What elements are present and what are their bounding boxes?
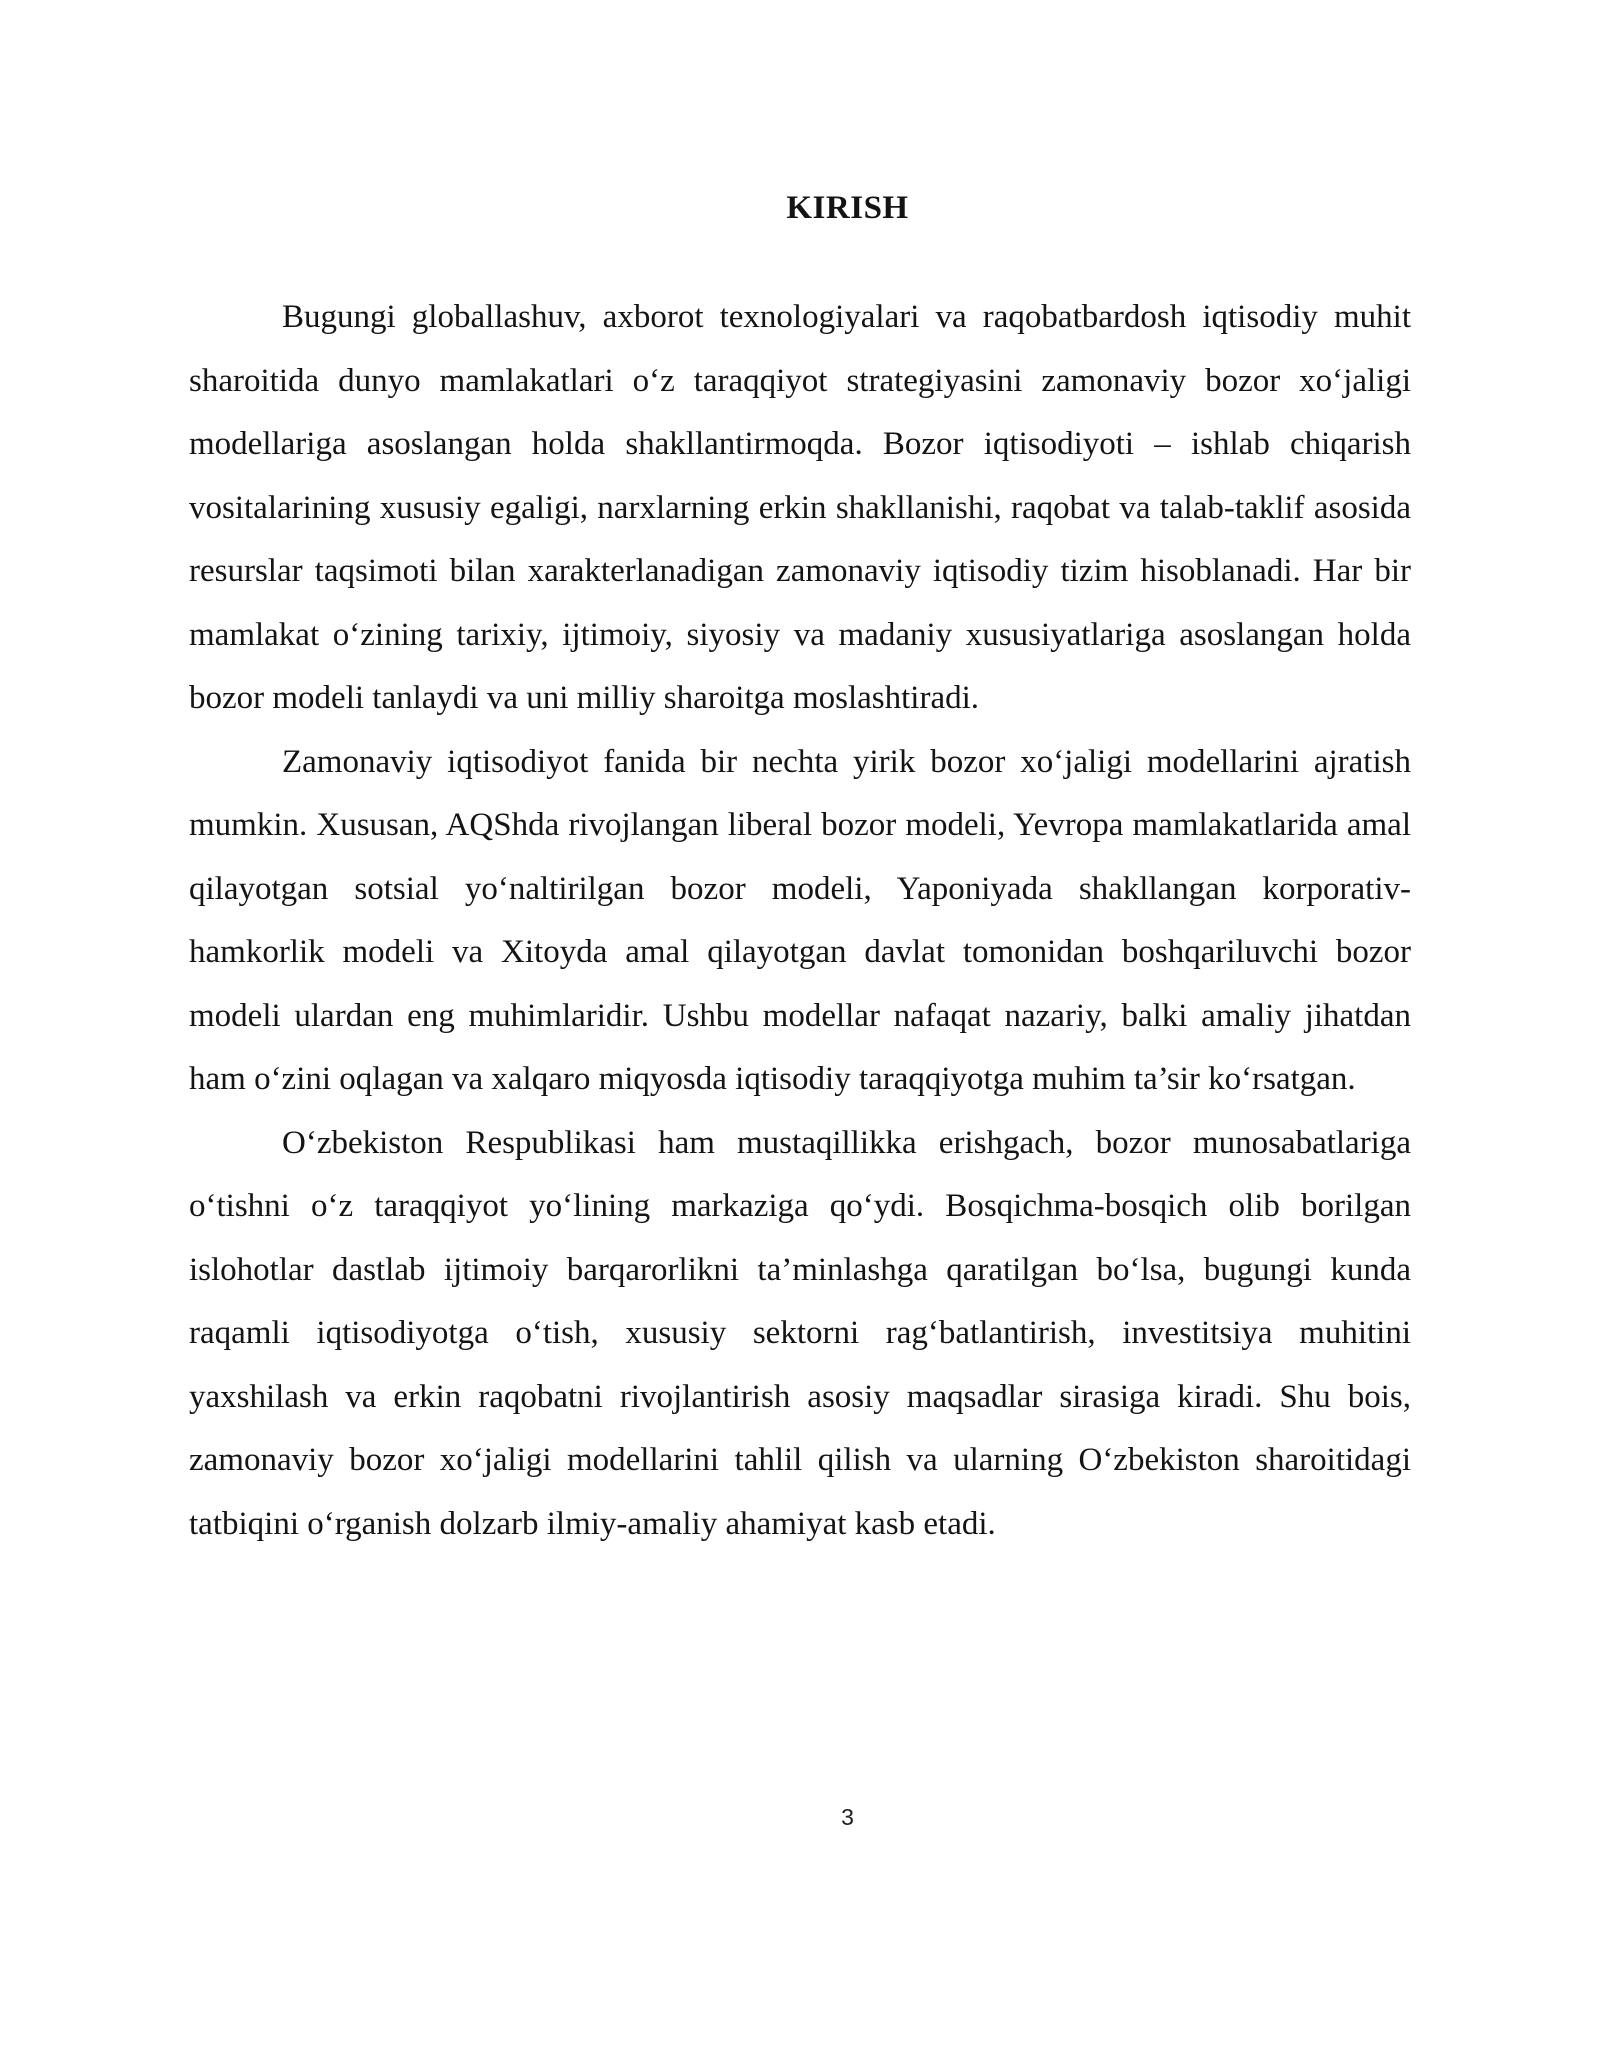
page-number: 3: [841, 1804, 854, 1830]
paragraph-3: O‘zbekiston Respublikasi ham mustaqillikka erishgach, bozor munosabatlariga o‘tishni o‘z taraqqiyot yo‘lining markaziga qo‘ydi. Bosqichma-bosqich olib borilgan islohotlar dastlab ijtimoiy barqarorlikni ta’minlashga qaratilgan bo‘lsa, bugungi kunda raqamli iqtisodiyotga o‘tish, xususiy sektorni rag‘batlantirish, investitsiya muhitini yaxshilash va erkin raqobatni rivojlantirish asosiy maqsadlar sirasiga kiradi. Shu bois, zamonaviy bozor xo‘jaligi modellarini tahlil qilish va ularning O‘zbekiston sharoitidagi tatbiqini o‘rganish dolzarb ilmiy-amaliy ahamiyat kasb etadi.: [189, 1124, 1411, 1542]
page-title: KIRISH: [786, 190, 909, 226]
paragraph-2: Zamonaviy iqtisodiyot fanida bir nechta yirik bozor xo‘jaligi modellarini ajratish mumkin. Xususan, AQShda rivojlangan liberal bozor modeli, Yevropa mamlakatlarida amal qilayotgan sotsial yo‘naltirilgan bozor modeli, Yaponiyada shakllangan korporativ-hamkorlik modeli va Xitoyda amal qilayotgan davlat tomonidan boshqariluvchi bozor modeli ulardan eng muhimlaridir. Ushbu modellar nafaqat nazariy, balki amaliy jihatdan ham o‘zini oqlagan va xalqaro miqyosda iqtisodiy taraqqiyotga muhim ta’sir ko‘rsatgan.: [189, 743, 1411, 1097]
document-body: [189, 286, 1411, 1556]
paragraph-1: Bugungi globallashuv, axborot texnologiyalari va raqobatbardosh iqtisodiy muhit sharoitida dunyo mamlakatlari o‘z taraqqiyot strategiyasini zamonaviy bozor xo‘jaligi modellariga asoslangan holda shakllantirmoqda. Bozor iqtisodiyoti – ishlab chiqarish vositalarining xususiy egaligi, narxlarning erkin shakllanishi, raqobat va talab-taklif asosida resurslar taqsimoti bilan xarakterlanadigan zamonaviy iqtisodiy tizim hisoblanadi. Har bir mamlakat o‘zining tarixiy, ijtimoiy, siyosiy va madaniy xususiyatlariga asoslangan holda bozor modeli tanlaydi va uni milliy sharoitga moslashtiradi.: [189, 299, 1411, 716]
